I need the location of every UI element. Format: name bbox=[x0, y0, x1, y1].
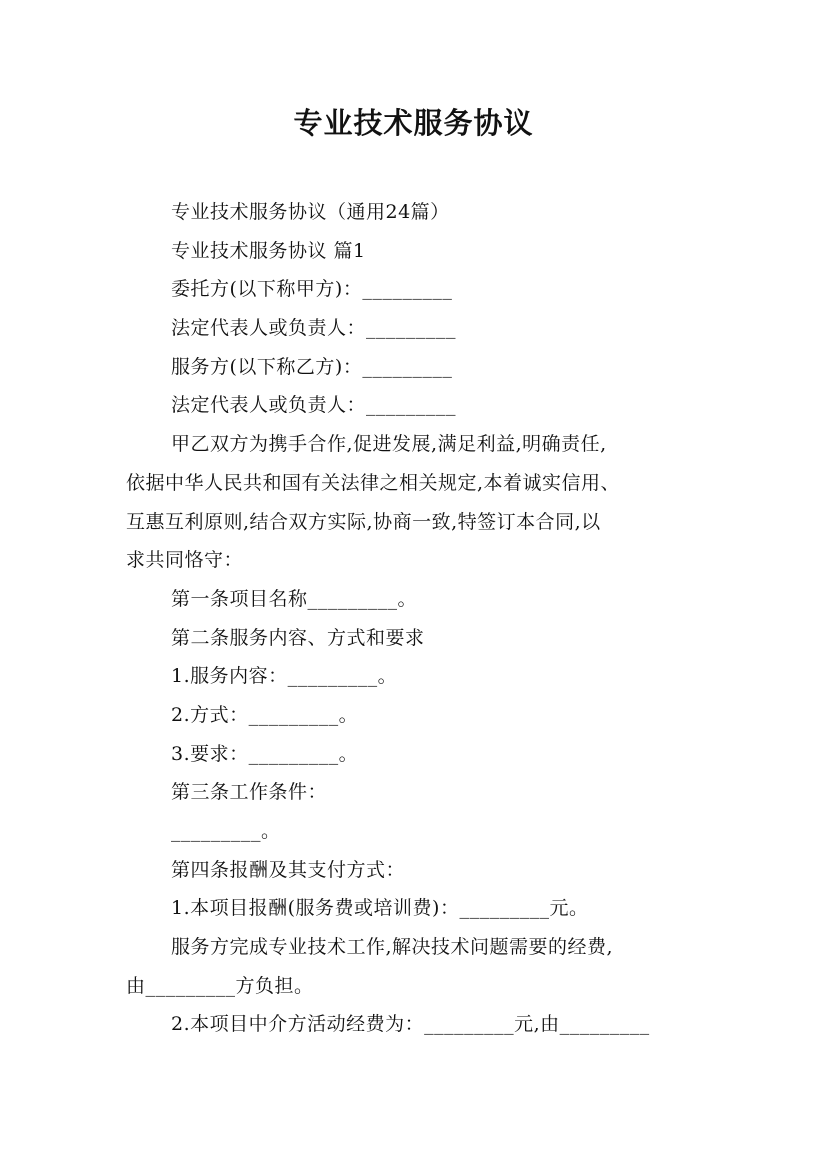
text-line: 服务方完成专业技术工作,解决技术问题需要的经费, bbox=[171, 936, 614, 959]
text-line: 求共同恪守： bbox=[126, 549, 244, 572]
text-line: 委托方(以下称甲方)：_________ bbox=[171, 278, 453, 301]
text-line: 2.本项目中介方活动经费为：_________元,由_________ bbox=[171, 1013, 650, 1036]
text-line: 由_________方负担。 bbox=[126, 974, 314, 997]
text-line: 甲乙双方为携手合作,促进发展,满足利益,明确责任, bbox=[171, 433, 607, 456]
text-line: _________。 bbox=[171, 820, 281, 842]
text-line: 第二条服务内容、方式和要求 bbox=[171, 626, 425, 649]
document-body bbox=[126, 193, 704, 1044]
page-title: 专业技术服务协议 bbox=[293, 106, 534, 140]
text-line: 第三条工作条件： bbox=[171, 781, 328, 804]
text-line: 互惠互利原则,结合双方实际,协商一致,特签订本合同,以 bbox=[126, 510, 601, 533]
text-line: 3.要求：_________。 bbox=[171, 742, 359, 765]
text-line: 1.服务内容：_________。 bbox=[171, 665, 398, 688]
text-line: 专业技术服务协议 篇1 bbox=[171, 239, 366, 262]
text-line: 法定代表人或负责人：_________ bbox=[171, 394, 457, 417]
text-line: 1.本项目报酬(服务费或培训费)：_________元。 bbox=[171, 897, 589, 920]
text-line: 第四条报酬及其支付方式： bbox=[171, 858, 406, 881]
text-line: 2.方式：_________。 bbox=[171, 703, 359, 726]
text-line: 依据中华人民共和国有关法律之相关规定,本着诚实信用、 bbox=[126, 471, 621, 494]
text-line: 专业技术服务协议（通用24篇） bbox=[171, 201, 450, 223]
text-line: 服务方(以下称乙方)：_________ bbox=[171, 355, 453, 378]
text-line: 第一条项目名称_________。 bbox=[171, 587, 418, 610]
text-line: 法定代表人或负责人：_________ bbox=[171, 317, 457, 340]
